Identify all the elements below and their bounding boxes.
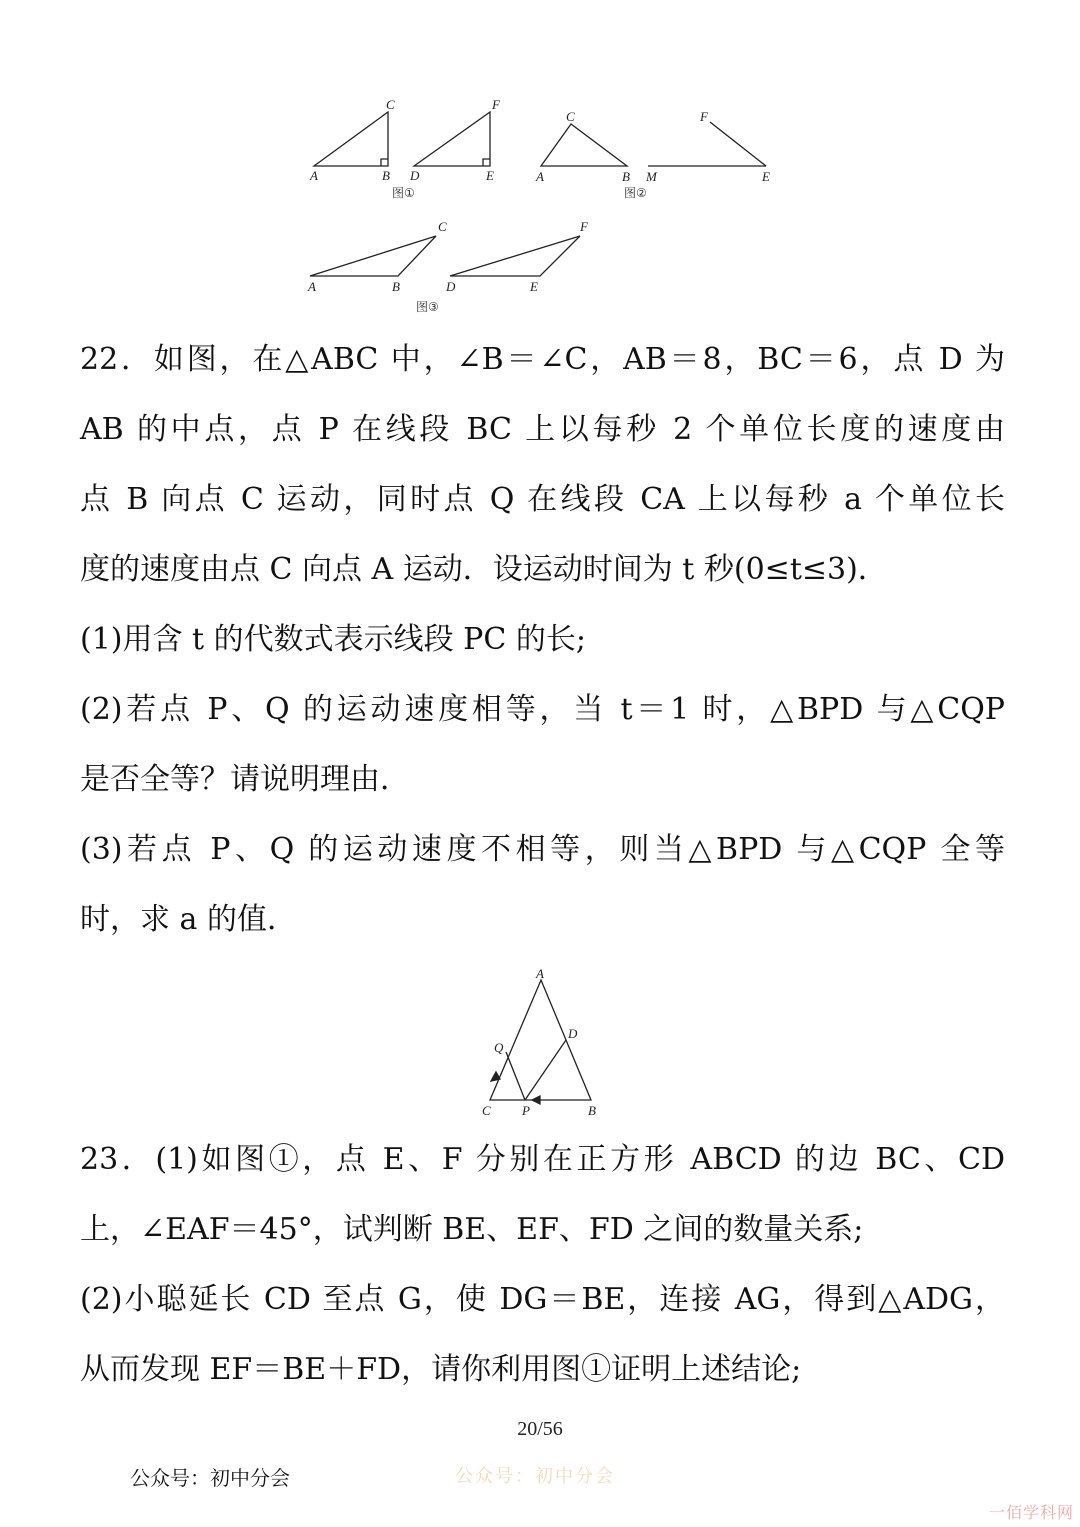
question-23-line: 上，∠EAF＝45°，试判断 BE、EF、FD 之间的数量关系;: [80, 1212, 864, 1247]
label-a: A: [310, 168, 318, 183]
corner-watermark: 一佰学科网: [988, 1503, 1074, 1522]
question-22-line: 点 B 向点 C 运动，同时点 Q 在线段 CA 上以每秒 a 个单位长: [80, 482, 1005, 517]
triangle-abc: [310, 236, 436, 276]
label-m: M: [646, 169, 657, 184]
label-d: D: [410, 168, 420, 183]
question-23-line: 23．(1)如图①，点 E、F 分别在正方形 ABCD 的边 BC、CD: [80, 1142, 1005, 1177]
question-22-line: (1)用含 t 的代数式表示线段 PC 的长;: [80, 622, 586, 657]
label-q: Q: [494, 1040, 504, 1055]
label-b: B: [392, 279, 400, 294]
label-c: C: [438, 219, 447, 234]
label-f: F: [580, 219, 588, 234]
figure-3: [300, 215, 600, 325]
figure-1: [300, 95, 510, 210]
segment-fe: [710, 122, 766, 166]
label-c: C: [386, 97, 395, 112]
label-e: E: [762, 169, 770, 184]
label-f: F: [700, 109, 708, 124]
figure-caption: 图①: [392, 186, 415, 200]
label-b: B: [622, 169, 630, 184]
question-22-line: AB 的中点，点 P 在线段 BC 上以每秒 2 个单位长度的速度由: [80, 412, 1005, 447]
figure-caption: 图③: [416, 300, 439, 314]
figure-q22-triangle: [470, 962, 620, 1122]
question-22-line: (3)若点 P、Q 的运动速度不相等，则当△BPD 与△CQP 全等: [80, 832, 1005, 867]
arrow-b-to-p: [532, 1096, 540, 1104]
label-d: D: [568, 1026, 578, 1041]
question-23: [80, 1125, 1005, 1405]
question-22-line: 22．如图，在△ABC 中，∠B＝∠C，AB＝8，BC＝6，点 D 为: [80, 342, 1005, 377]
question-22-line: 度的速度由点 C 向点 A 运动．设运动时间为 t 秒(0≤t≤3)．: [80, 552, 888, 587]
question-22-line: 是否全等？请说明理由．: [80, 762, 410, 797]
segment-pd: [525, 1040, 566, 1100]
label-p: P: [522, 1103, 530, 1118]
figure-2: [530, 95, 780, 210]
label-c: C: [566, 109, 575, 124]
triangle-def: [414, 112, 490, 166]
label-e: E: [530, 279, 538, 294]
question-22-line: 时，求 a 的值．: [80, 902, 297, 937]
triangle-def: [450, 236, 580, 276]
label-b: B: [588, 1103, 596, 1118]
page-number: 20/56: [517, 1418, 563, 1440]
label-a: A: [536, 169, 544, 184]
label-a: A: [536, 966, 544, 981]
label-f: F: [492, 97, 500, 112]
arrow-c-to-q: [491, 1072, 500, 1081]
segment-qp: [506, 1052, 525, 1100]
label-e: E: [486, 168, 494, 183]
figure-caption: 图②: [624, 186, 647, 200]
triangle-abc: [314, 112, 388, 166]
triangle-abc: [541, 124, 627, 166]
question-22-line: (2)若点 P、Q 的运动速度相等，当 t＝1 时，△BPD 与△CQP: [80, 692, 1005, 727]
question-23-line: (2)小聪延长 CD 至点 G，使 DG＝BE，连接 AG，得到△ADG，: [80, 1282, 1005, 1317]
footer-account: 公众号：初中分会: [130, 1466, 290, 1490]
label-d: D: [446, 279, 456, 294]
right-angle-mark-b: [381, 159, 388, 166]
question-23-line: 从而发现 EF＝BE＋FD，请你利用图①证明上述结论;: [80, 1352, 802, 1387]
question-22: [80, 325, 1005, 955]
label-c: C: [482, 1103, 491, 1118]
label-b: B: [382, 168, 390, 183]
label-a: A: [308, 279, 316, 294]
right-angle-mark-e: [483, 159, 490, 166]
footer-watermark: 公众号：初中分会: [455, 1466, 615, 1487]
